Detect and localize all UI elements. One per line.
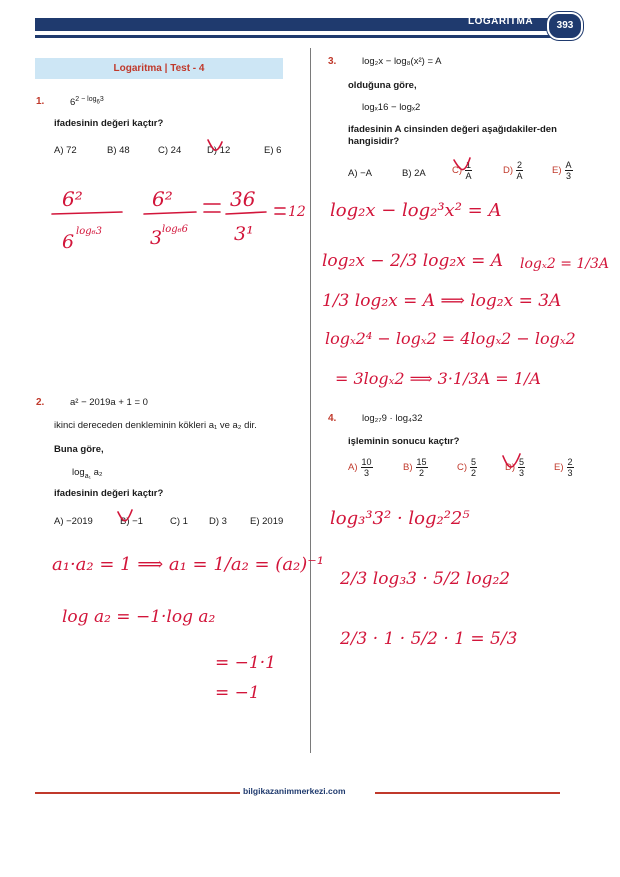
q2-choice-e[interactable]: E) 2019 [250,516,284,527]
svg-text:1/3 log₂x = A ⟹ log₂x = 3A: 1/3 log₂x = A ⟹ log₂x = 3A [322,291,562,311]
svg-text:6²: 6² [62,187,83,211]
q1-exp-tail: 3 [99,96,104,103]
q4-c-num: 5 [471,457,477,467]
q4-b-label: B) [403,462,413,474]
q4-b-den: 2 [419,468,425,478]
svg-text:12: 12 [288,204,306,220]
q3-answer-check [454,158,470,170]
q1-answer-check [208,140,222,150]
q4-b-num: 15 [416,457,427,467]
svg-text:6²: 6² [152,187,173,211]
q1-choice-e[interactable]: E) 6 [264,145,282,156]
q3-expression: logₓ16 − logₓ2 [362,102,421,113]
q4-d-label: D) [505,462,516,474]
q2-line1: ikinci dereceden denkleminin kökleri a₁ ve a₂ dir. [54,420,257,431]
q3-d-num: 2 [517,160,523,170]
q3-prompt: ifadesinin A cinsinden değeri aşağıdakiler-den hangisidir? [348,124,557,147]
q1-exp-sub: 6 [96,99,100,106]
q4-handwork [330,508,517,649]
svg-text:2/3 log₃3 · 5/2 log₂2: 2/3 log₃3 · 5/2 log₂2 [340,569,511,589]
q2-choice-c[interactable]: C) 1 [170,516,188,527]
q3-choice-a[interactable]: A) −A [348,168,373,179]
q4-answer-check [503,454,520,467]
footer-line-right [375,792,560,794]
q4-a-label: A) [348,462,358,474]
svg-text:logₓ2⁴ − logₓ2 = 4logₓ2 − logₓ: logₓ2⁴ − logₓ2 = 4logₓ2 − logₓ2 [325,329,576,348]
q2-handwork [52,554,324,703]
q2-choice-b[interactable]: B) −1 [120,516,143,527]
q2-prompt: ifadesinin değeri kaçtır? [54,488,164,499]
q1-prompt: ifadesinin değeri kaçtır? [54,118,164,129]
q3-number: 3. [328,56,337,67]
svg-text:= −1: = −1 [215,683,260,703]
svg-text:logₓ2 = 1/3A: logₓ2 = 1/3A [520,256,610,272]
q3-e-den: 3 [566,171,572,181]
svg-text:3: 3 [150,227,163,249]
q1-handwork [52,187,306,253]
q4-e-den: 3 [567,468,573,478]
q3-e-num: A [565,160,572,170]
q3-c-label: C) [452,165,463,177]
svg-text:log a₂ = −1·log a₂: log a₂ = −1·log a₂ [62,607,216,627]
svg-text:log₆6: log₆6 [162,224,188,235]
test-title: Logaritma | Test - 4 [35,58,283,79]
q1-choice-a[interactable]: A) 72 [54,145,77,156]
q2-log-base: a₁ [84,472,91,480]
svg-text:log₂x − log₂³x² = A: log₂x − log₂³x² = A [330,200,502,221]
svg-text:6: 6 [62,231,75,253]
q3-c-num: 1 [466,160,472,170]
chapter-title: LOGARİTMA [468,16,534,27]
q4-a-num: 10 [361,457,372,467]
page-number-badge: 393 [547,12,583,40]
q4-c-den: 2 [471,468,477,478]
svg-text:a₁·a₂ = 1 ⟹ a₁ = 1/a₂ = (a₂)⁻¹: a₁·a₂ = 1 ⟹ a₁ = 1/a₂ = (a₂)⁻¹ [52,554,325,575]
q3-d-label: D) [503,165,514,177]
q3-c-den: A [465,171,472,181]
svg-text:log₃³3² · log₂²2⁵: log₃³3² · log₂²2⁵ [330,508,470,529]
q2-number: 2. [36,397,45,408]
footer-url: bilgikazanimmerkezi.com [243,786,346,796]
q1-choice-d[interactable]: D) 12 [207,145,231,156]
svg-text:36: 36 [230,187,256,211]
q4-d-den: 3 [519,468,525,478]
q2-log: log [72,467,85,478]
q2-choice-a[interactable]: A) −2019 [54,516,93,527]
q4-e-label: E) [554,462,564,474]
q3-e-label: E) [552,165,562,177]
q3-d-den: A [516,171,523,181]
q3-line1: olduğuna göre, [348,80,417,91]
q2-log-arg: a₂ [93,467,103,478]
q2-choice-d[interactable]: D) 3 [209,516,227,527]
q3-choice-b[interactable]: B) 2A [402,168,426,179]
q4-e-num: 2 [567,457,573,467]
q4-c-label: C) [457,462,468,474]
svg-text:2/3 · 1 · 5/2 · 1 = 5/3: 2/3 · 1 · 5/2 · 1 = 5/3 [340,629,518,649]
q1-base: 6 [70,97,76,109]
q4-number: 4. [328,413,337,424]
svg-text:= 3logₓ2 ⟹ 3·1/3A = 1/A: = 3logₓ2 ⟹ 3·1/3A = 1/A [335,369,541,388]
svg-text:3¹: 3¹ [234,223,254,245]
q4-d-num: 5 [519,457,525,467]
footer-line-left [35,792,240,794]
q2-equation: a² − 2019a + 1 = 0 [70,397,148,408]
q1-number: 1. [36,96,45,107]
svg-text:log₆3: log₆3 [76,226,102,237]
svg-text:= −1·1: = −1·1 [215,653,276,673]
q3-handwork [322,200,609,388]
q1-choice-c[interactable]: C) 24 [158,145,182,156]
q4-expression: log₂₇9 · log₄32 [362,413,423,424]
q2-line2: Buna göre, [54,444,104,455]
q2-answer-check [118,510,132,521]
q1-exponent: 2 − log [75,96,97,103]
q4-a-den: 3 [364,468,370,478]
q1-choice-b[interactable]: B) 48 [107,145,130,156]
svg-text:log₂x − 2/3 log₂x = A: log₂x − 2/3 log₂x = A [322,251,504,271]
q3-equation: log₂x − log₈(x²) = A [362,56,442,67]
q4-prompt: işleminin sonucu kaçtır? [348,436,460,447]
